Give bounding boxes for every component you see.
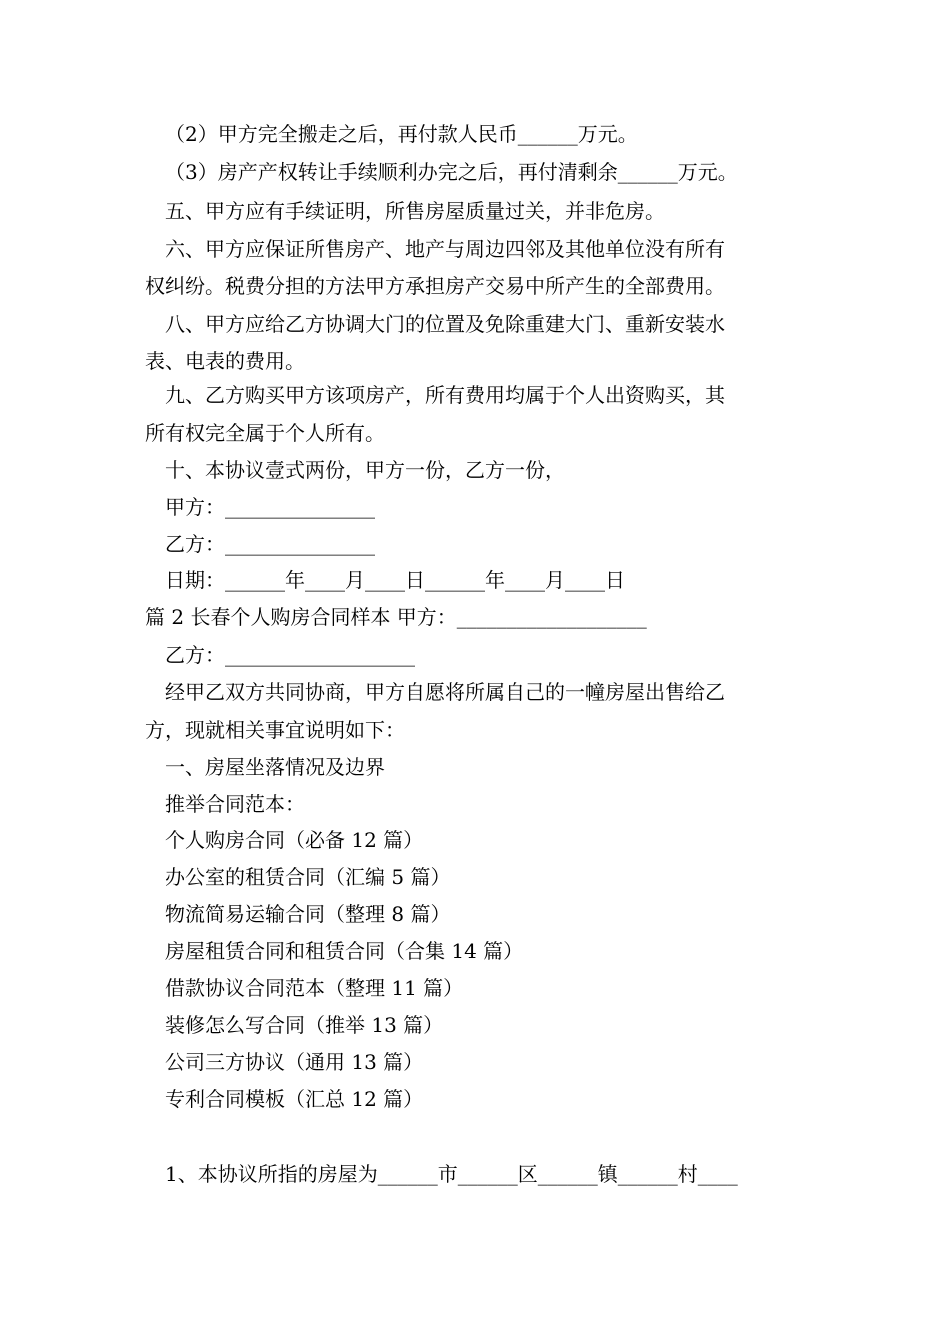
clause-five: 五、甲方应有手续证明，所售房屋质量过关，并非危房。 (165, 199, 665, 223)
recommend-heading: 推举合同范本： (165, 792, 305, 816)
payment-clause-2: （2）甲方完全搬走之后，再付款人民币______万元。 (165, 122, 638, 146)
party-b-signature: 乙方：_______________ (165, 532, 375, 556)
clause-ten: 十、本协议壹式两份，甲方一份，乙方一份， (165, 458, 565, 482)
house-location-clause: 1、本协议所指的房屋为______市______区______镇______村____ (165, 1162, 738, 1186)
intro-line-1: 经甲乙双方共同协商，甲方自愿将所属自己的一幢房屋出售给乙 (165, 680, 725, 704)
recommend-item: 装修怎么写合同（推举 13 篇） (165, 1013, 444, 1037)
recommend-item: 公司三方协议（通用 13 篇） (165, 1050, 424, 1074)
party-b-line: 乙方：___________________ (165, 643, 415, 667)
recommend-item: 专利合同模板（汇总 12 篇） (165, 1087, 424, 1111)
clause-eight-line-2: 表、电表的费用。 (145, 349, 305, 373)
recommend-item: 个人购房合同（必备 12 篇） (165, 828, 424, 852)
clause-nine-line-2: 所有权完全属于个人所有。 (145, 421, 385, 445)
clause-six-line-2: 权纠纷。税费分担的方法甲方承担房产交易中所产生的全部费用。 (145, 274, 725, 298)
party-a-signature: 甲方：_______________ (165, 495, 375, 519)
recommend-item: 物流简易运输合同（整理 8 篇） (165, 902, 451, 926)
intro-line-2: 方，现就相关事宜说明如下： (145, 718, 405, 742)
section-one-heading: 一、房屋坐落情况及边界 (165, 755, 385, 779)
recommend-item: 办公室的租赁合同（汇编 5 篇） (165, 865, 451, 889)
section-two-heading: 篇 2 长春个人购房合同样本 甲方：___________________ (145, 605, 647, 629)
recommend-item: 借款协议合同范本（整理 11 篇） (165, 976, 464, 1000)
clause-eight-line-1: 八、甲方应给乙方协调大门的位置及免除重建大门、重新安装水 (165, 312, 725, 336)
payment-clause-3: （3）房产产权转让手续顺利办完之后，再付清剩余______万元。 (165, 160, 738, 184)
clause-six-line-1: 六、甲方应保证所售房产、地产与周边四邻及其他单位没有所有 (165, 237, 725, 261)
date-line: 日期：______年____月____日______年____月____日 (165, 568, 625, 592)
clause-nine-line-1: 九、乙方购买甲方该项房产，所有费用均属于个人出资购买，其 (165, 383, 725, 407)
recommend-item: 房屋租赁合同和租赁合同（合集 14 篇） (165, 939, 524, 963)
